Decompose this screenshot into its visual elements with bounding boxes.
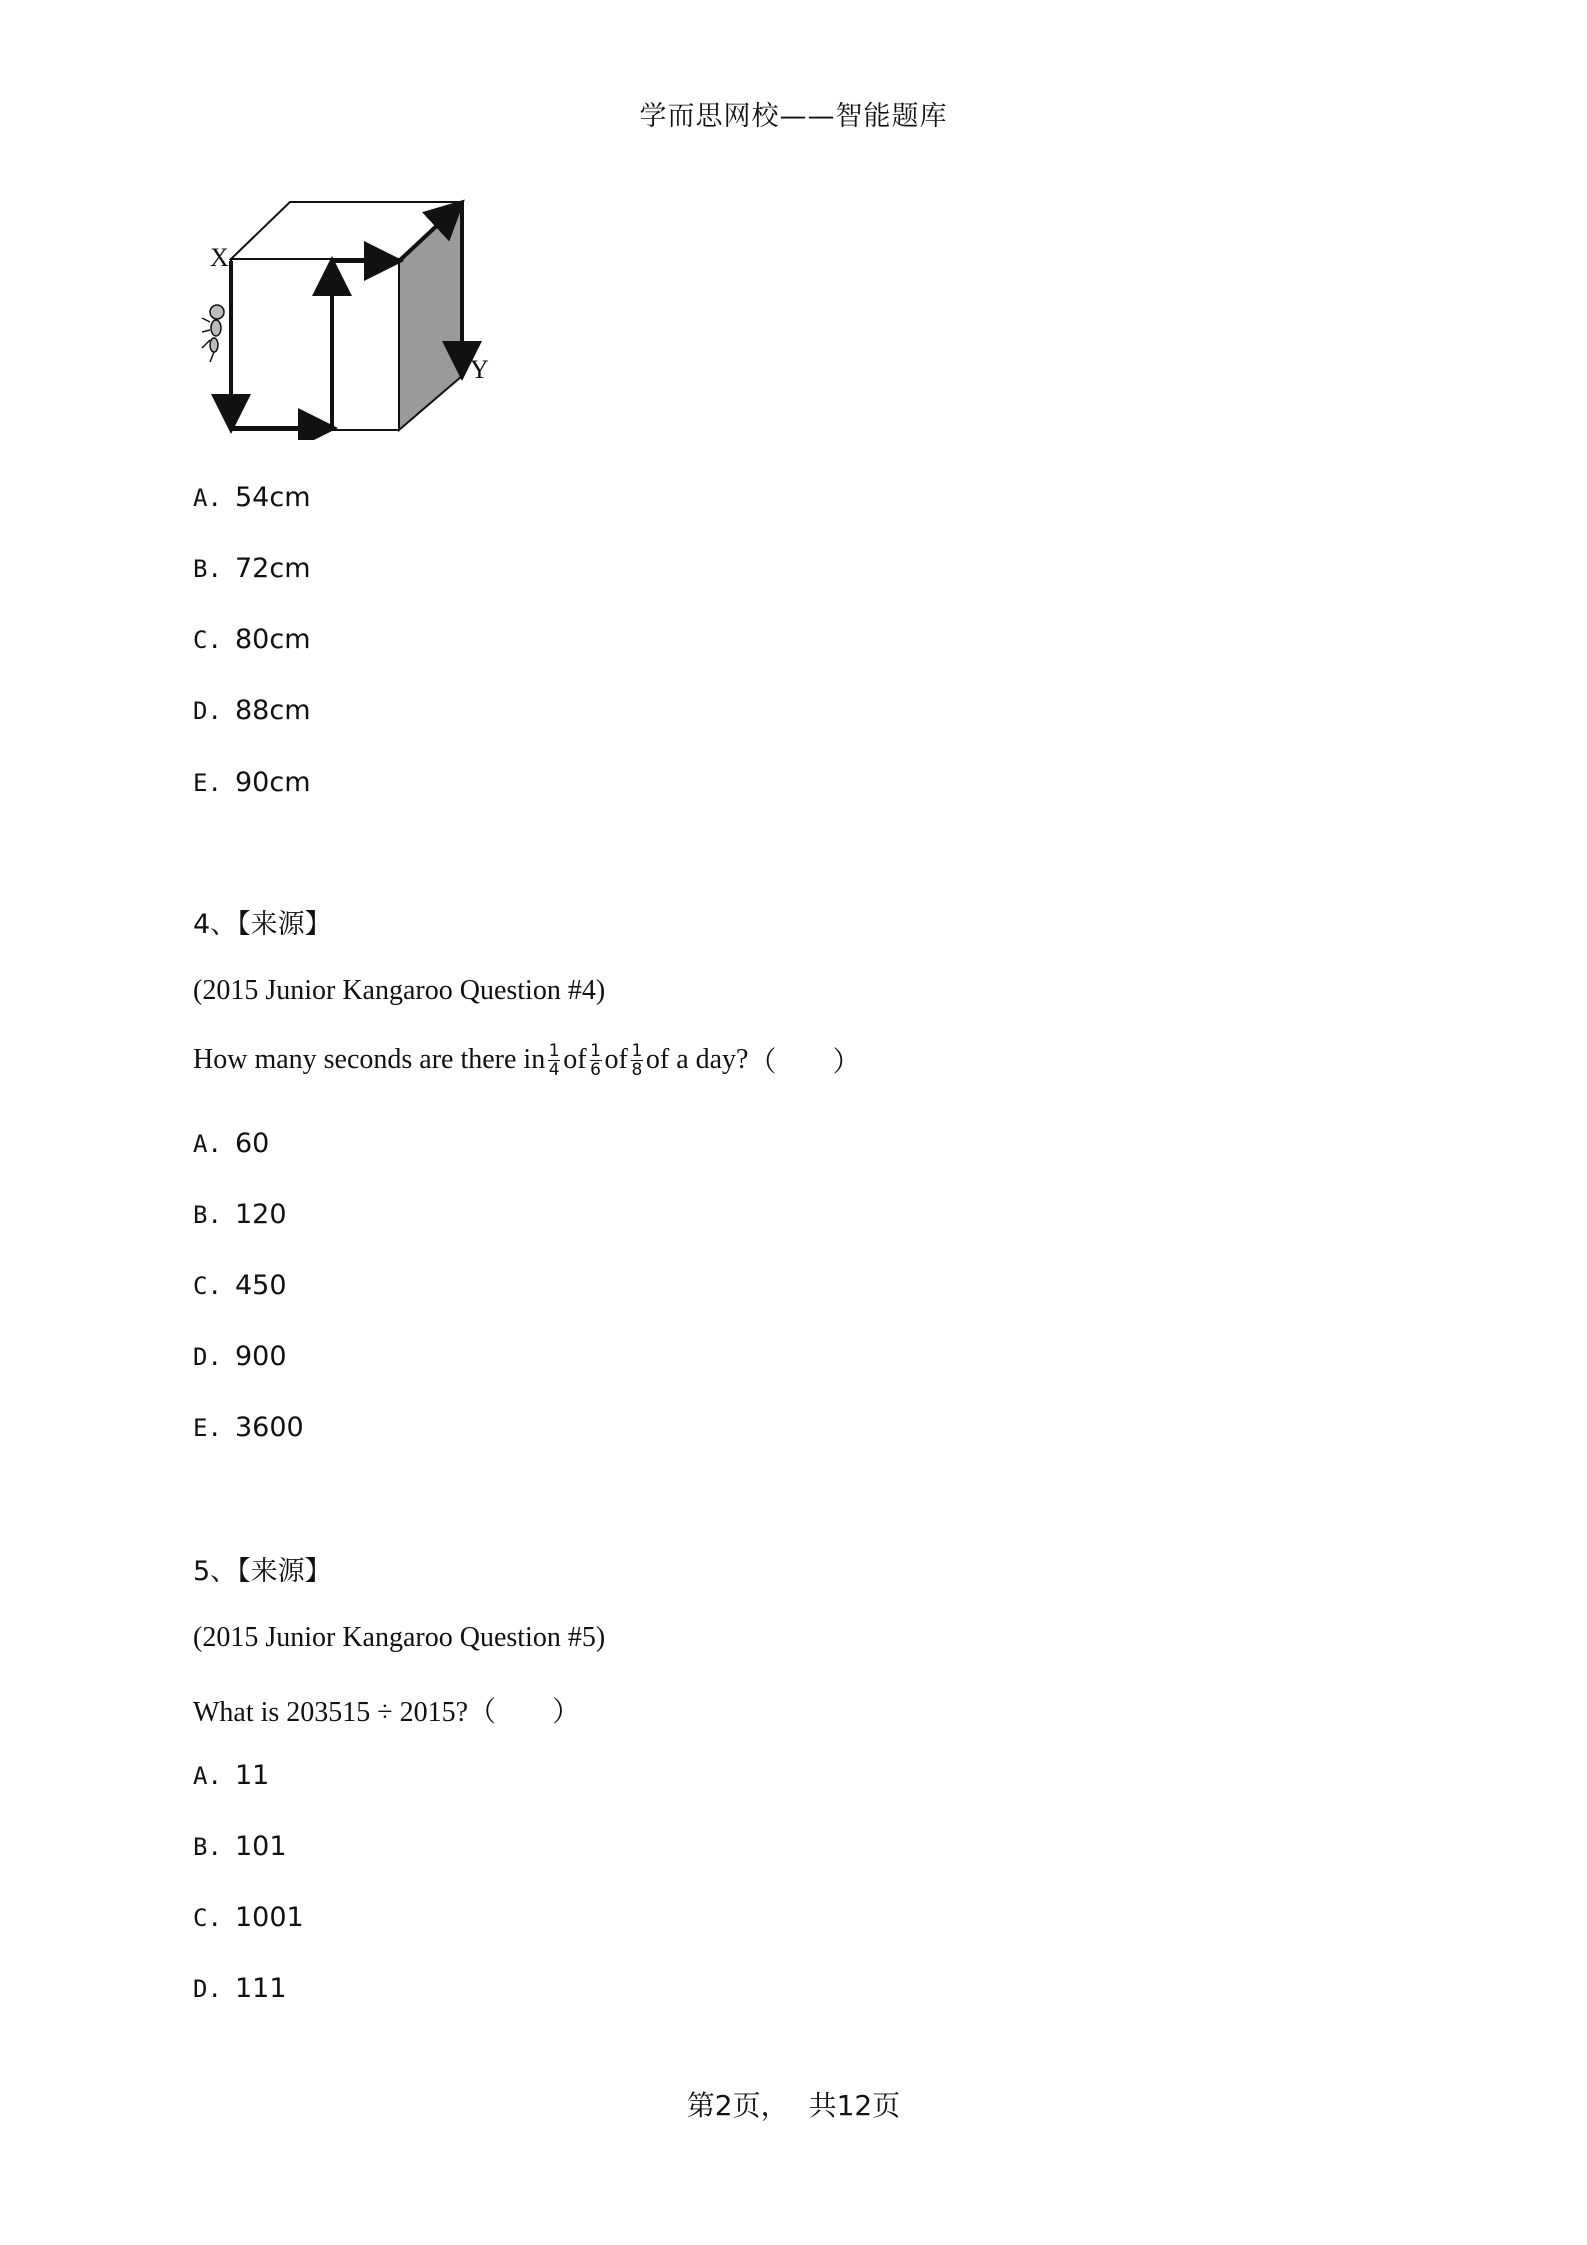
option-value: 90cm [235,767,311,798]
option-value: 3600 [235,1412,304,1443]
fraction-1-8: $\frac{1}{8}$ [631,1040,643,1080]
q3-option-d[interactable] [193,694,311,728]
label-y: Y [470,355,489,384]
fraction-1-6: $\frac{1}{6}$ [590,1040,601,1080]
q4-question [193,1040,861,1080]
option-value: 80cm [235,624,311,655]
option-letter: B. [193,1201,222,1229]
answer-blank: （ ） [748,1045,861,1078]
q5-option-c[interactable] [193,1901,304,1935]
q4-option-c[interactable] [193,1269,287,1303]
q4-of-1: of [563,1044,587,1075]
option-letter: C. [193,1904,222,1932]
q4-option-a[interactable] [193,1127,269,1161]
option-value: 11 [235,1760,270,1791]
ant-icon [202,305,224,362]
option-letter: C. [193,1272,222,1300]
option-value: 111 [235,1973,287,2004]
option-value: 1001 [235,1902,304,1933]
page-number: 第2页， [686,2089,789,2122]
option-letter: D. [193,1343,222,1371]
option-value: 101 [235,1831,287,1862]
option-letter: D. [193,697,222,725]
option-letter: A. [193,1130,222,1158]
q5-heading: 5、【来源】 [193,1556,332,1587]
fraction-1-4: $\frac{1}{4}$ [548,1040,560,1080]
option-letter: E. [193,769,222,797]
option-letter: C. [193,626,222,654]
page-header: 学而思网校——智能题库 [639,101,948,132]
option-letter: B. [193,1833,222,1861]
q5-option-b[interactable] [193,1830,287,1864]
cube-path-figure [200,190,500,440]
cube-front-face [231,259,399,430]
answer-blank: （ ） [468,1695,581,1728]
option-letter: E. [193,1414,222,1442]
q4-of-2: of [604,1044,628,1075]
q5-question-text: What is 203515 ÷ 2015? [193,1697,469,1728]
option-value: 900 [235,1341,287,1372]
q3-option-b[interactable] [193,552,311,586]
q5-option-a[interactable] [193,1759,269,1793]
q5-question [193,1690,580,1730]
option-letter: A. [193,1762,222,1790]
label-x: X [210,243,229,272]
page-footer [0,2084,1587,2124]
q3-option-a[interactable] [193,481,311,515]
option-value: 54cm [235,482,311,513]
page-total: 共12页 [808,2089,901,2122]
q4-option-b[interactable] [193,1198,287,1232]
q5-option-d[interactable] [193,1972,287,2006]
option-letter: B. [193,555,222,583]
option-value: 450 [235,1270,287,1301]
q5-source: (2015 Junior Kangaroo Question #5) [193,1622,606,1653]
q3-option-c[interactable] [193,623,311,657]
q4-option-d[interactable] [193,1340,287,1374]
option-letter: A. [193,484,222,512]
option-value: 120 [235,1199,287,1230]
q3-option-e[interactable] [193,766,311,800]
q4-option-e[interactable] [193,1411,304,1445]
option-value: 60 [235,1128,270,1159]
q4-question-post: of a day? [645,1044,749,1075]
option-value: 88cm [235,695,311,726]
option-letter: D. [193,1975,222,2003]
q4-question-pre: How many seconds are there in [193,1044,546,1075]
q4-source: (2015 Junior Kangaroo Question #4) [193,975,606,1006]
q4-heading: 4、【来源】 [193,909,332,940]
option-value: 72cm [235,553,311,584]
